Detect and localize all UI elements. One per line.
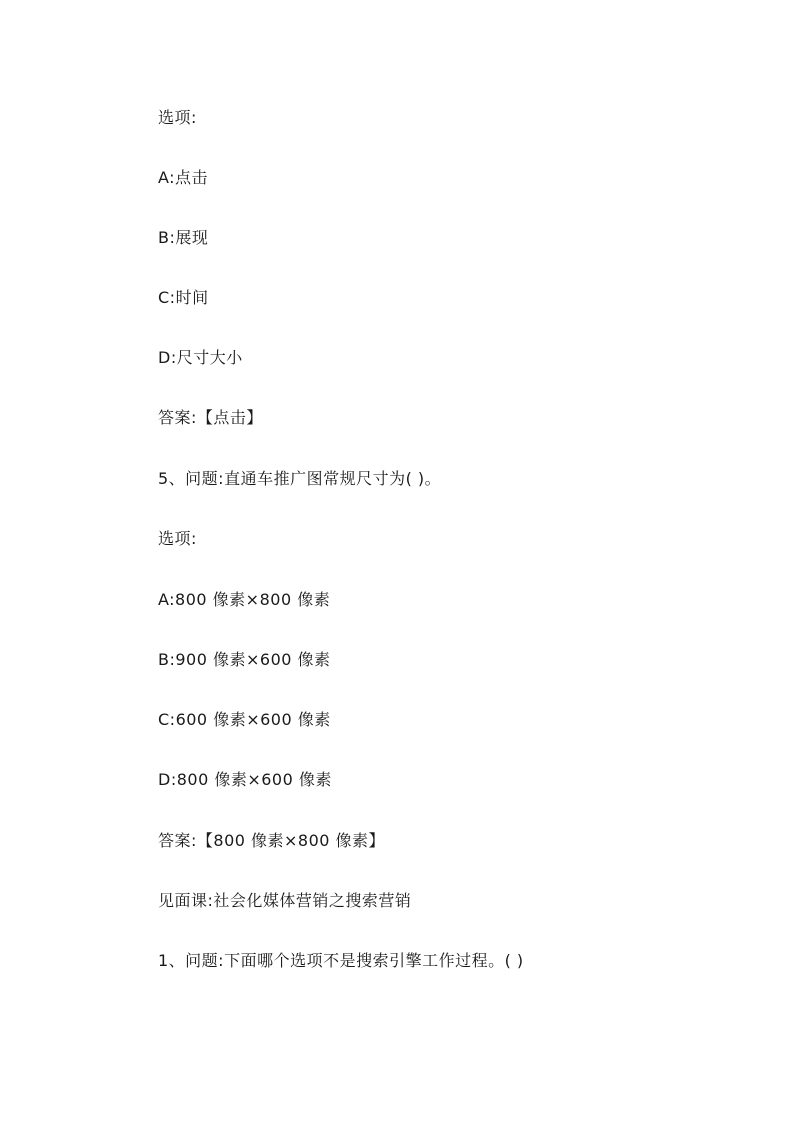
question-5: 5、问题:直通车推广图常规尺寸为( )。 <box>158 469 442 488</box>
option-b: B:展现 <box>158 228 209 247</box>
option-d: D:800 像素×600 像素 <box>158 770 332 789</box>
option-d: D:尺寸大小 <box>158 348 243 367</box>
option-b: B:900 像素×600 像素 <box>158 650 331 669</box>
option-a: A:800 像素×800 像素 <box>158 590 331 609</box>
answer: 答案:【800 像素×800 像素】 <box>158 831 386 850</box>
option-c: C:时间 <box>158 288 209 307</box>
option-a: A:点击 <box>158 168 209 187</box>
option-c: C:600 像素×600 像素 <box>158 710 331 729</box>
options-label: 选项: <box>158 108 197 127</box>
answer: 答案:【点击】 <box>158 408 263 427</box>
section-heading: 见面课:社会化媒体营销之搜索营销 <box>158 891 412 910</box>
options-label: 选项: <box>158 529 197 548</box>
question-1: 1、问题:下面哪个选项不是搜索引擎工作过程。( ) <box>158 951 524 970</box>
